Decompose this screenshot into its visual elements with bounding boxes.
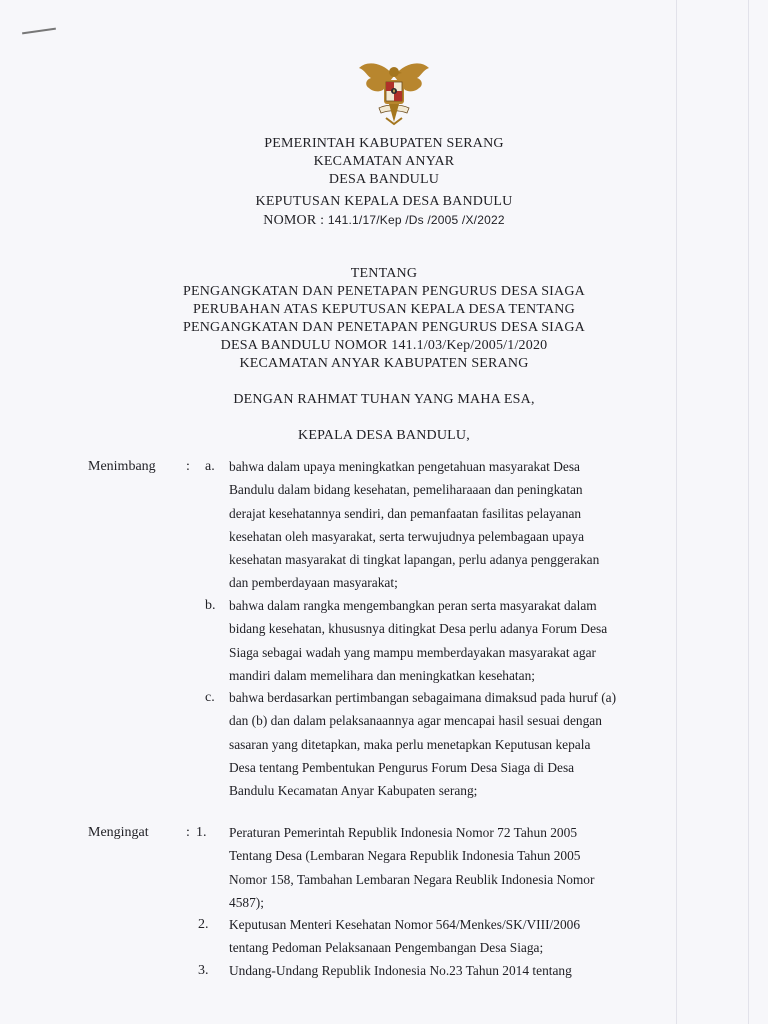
item-marker: a.	[205, 459, 215, 474]
item-marker: 3.	[198, 963, 209, 978]
text-line: derajat kesehatannya sendiri, dan pemanfaatan fasilitas pelayanan	[229, 505, 582, 521]
decree-block	[120, 193, 648, 230]
text-line: kesehatan masyarakat di tingkat lapangan, perlu adanya penggerakan	[229, 552, 600, 568]
text-line: Bandulu dalam bidang kesehatan, pemeliharaaan dan peningkatan	[229, 482, 583, 498]
mengingat-item-3	[229, 959, 669, 982]
menimbang-item-a	[229, 455, 669, 595]
text-line: Nomor 158, Tambahan Lembaran Negara Reublik Indonesia Nomor	[229, 871, 595, 887]
text-line: dan pemberdayaan masyarakat;	[229, 575, 398, 591]
fold-line	[748, 0, 749, 1024]
text-line: Keputusan Menteri Kesehatan Nomor 564/Menkes/SK/VIII/2006	[229, 917, 581, 932]
menimbang-item-b	[229, 594, 669, 687]
nomor-value: 141.1/17/Kep /Ds /2005 /X/2022	[327, 213, 505, 227]
decree-number	[120, 211, 648, 230]
tentang-block	[120, 265, 648, 373]
header-line: KECAMATAN ANYAR	[313, 154, 455, 169]
menimbang-item-c	[229, 686, 669, 802]
item-marker: c.	[205, 690, 215, 705]
tentang-label: TENTANG	[350, 266, 418, 281]
text-line: Tentang Desa (Lembaran Negara Republik Indonesia Tahun 2005	[229, 848, 581, 864]
text-line: 4587);	[229, 894, 264, 910]
text-line: Bandulu Kecamatan Anyar Kabupaten serang;	[229, 783, 478, 799]
text-line: kesehatan oleh masyarakat, serta terwujudnya pelembagaan upaya	[229, 528, 585, 544]
mengingat-colon: :	[186, 825, 190, 840]
header-line: DESA BANDULU	[328, 172, 440, 187]
mengingat-item-2	[229, 913, 669, 960]
item-marker: 1.	[196, 825, 207, 840]
tentang-line: PENGANGKATAN DAN PENETAPAN PENGURUS DESA SIAGA	[183, 284, 585, 299]
tentang-line: PERUBAHAN ATAS KEPUTUSAN KEPALA DESA TENTANG	[193, 302, 575, 317]
menimbang-colon: :	[186, 459, 190, 474]
menimbang-label: Menimbang	[88, 459, 156, 474]
header	[120, 135, 648, 189]
tentang-line: KECAMATAN ANYAR KABUPATEN SERANG	[239, 356, 529, 371]
pen-mark	[22, 28, 56, 35]
text-line: bidang kesehatan, khususnya ditingkat Desa perlu adanya Forum Desa	[229, 621, 608, 637]
item-marker: b.	[205, 598, 216, 613]
text-line: tentang Pedoman Pelaksanaan Pengembangan Desa Siaga;	[229, 940, 544, 956]
text-line: Siaga sebagai wadah yang mampu memberdayakan masyarakat agar	[229, 644, 596, 660]
rahmat-line: DENGAN RAHMAT TUHAN YANG MAHA ESA,	[233, 392, 535, 407]
tentang-line: PENGANGKATAN DAN PENETAPAN PENGURUS DESA SIAGA	[183, 320, 585, 335]
text-line: dan (b) dan dalam pelaksanaannya agar mencapai hasil sesuai dengan	[229, 713, 602, 729]
decree-title: KEPUTUSAN KEPALA DESA BANDULU	[255, 194, 513, 209]
tentang-line: DESA BANDULU NOMOR 141.1/03/Kep/2005/1/2020	[220, 338, 548, 353]
mengingat-label: Mengingat	[88, 825, 149, 840]
text-line: Desa tentang Pembentukan Pengurus Forum Desa Siaga di Desa	[229, 759, 575, 775]
mengingat-item-1	[229, 821, 669, 914]
text-line: sasaran yang ditetapkan, maka perlu menetapkan Keputusan kepala	[229, 736, 591, 752]
item-marker: 2.	[198, 917, 209, 932]
text-line: Undang-Undang Republik Indonesia No.23 Tahun 2014 tentang	[229, 963, 572, 978]
text-line: Peraturan Pemerintah Republik Indonesia Nomor 72 Tahun 2005	[229, 825, 578, 840]
fold-line	[676, 0, 677, 1024]
text-line: bahwa berdasarkan pertimbangan sebagaimana dimaksud pada huruf (a)	[229, 690, 617, 705]
text-line: mandiri dalam memelihara dan meningkatkan kesehatan;	[229, 667, 536, 683]
kepala-line: KEPALA DESA BANDULU,	[298, 428, 470, 443]
garuda-emblem-icon	[355, 58, 433, 128]
header-line: PEMERINTAH KABUPATEN SERANG	[264, 136, 504, 151]
text-line: bahwa dalam rangka mengembangkan peran serta masyarakat dalam	[229, 598, 597, 613]
text-line: bahwa dalam upaya meningkatkan pengetahuan masyarakat Desa	[229, 459, 580, 474]
nomor-label: NOMOR :	[263, 213, 325, 228]
